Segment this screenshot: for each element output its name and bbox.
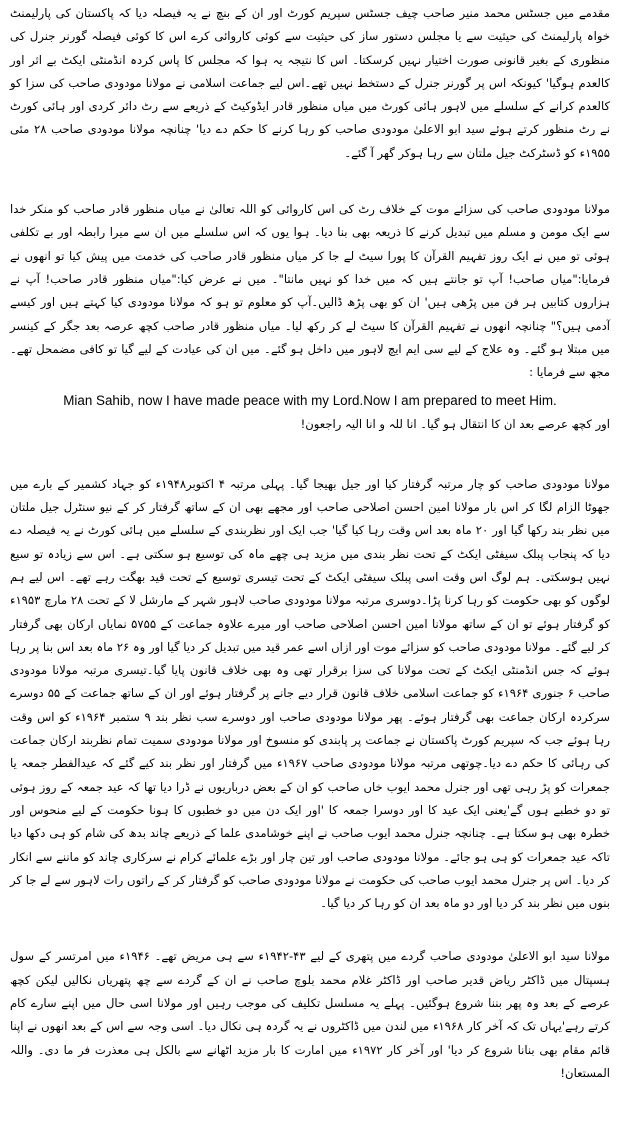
paragraph-court-verdict: مقدمے میں جسٹس محمد منیر صاحب چیف جسٹس سپریم کورٹ اور ان کے بنچ نے یہ فیصلہ دیا کہ پاکستان کی پارلیمنٹ خواہ پارلیمنٹ کی حیثیت سے یا مجلس دستور ساز کی حیثیت سے کوئی کاروائی کرے اس کا کوئی فیصلہ گورنر جنرل کی منظوری کے بغیر قانونی صورت اختیار نہیں کرسکتا۔ اس کا نتیجہ یہ ہوا کہ مجلس کا پاس کردہ انڈمنٹی ایکٹ بے اثر اور کالعدم ہوگیا' کیونکہ اس پر گورنر جنرل کے دستخط نہیں تھے۔اس لیے جماعت اسلامی نے مولانا مودودی صاحب کی سزا کو کالعدم کرانے کے سلسلے میں لاہور ہائی کورٹ میں میاں منظور قادر ایڈوکیٹ کے ذریعے سے رٹ دائر کردی اور ہائی کورٹ نے رٹ منظور کرتے ہوئے سید ابو الاعلیٰ مودودی صاحب کو رہا کرنے کا حکم دے دیا' چنانچہ مولانا مودودی صاحب ۲۸ مئی ۱۹۵۵ء کو ڈسٹرکٹ جیل ملتان سے رہا ہوکر گھر آ گئے۔ xyxy=(10,6,610,160)
english-quote: Mian Sahib, now I have made peace with my Lord.Now I am prepared to meet Him. xyxy=(63,393,557,409)
paragraph-gap xyxy=(10,437,610,473)
paragraph-gap xyxy=(10,915,610,945)
paragraph-four-arrests: مولانا مودودی صاحب کو چار مرتبہ گرفتار کیا اور جیل بھیجا گیا۔ پہلی مرتبہ ۴ اکتوبر۱۹۴۸ء کو جہاد کشمیر کے بارے میں جھوٹا الزام لگا کر اس بار مولانا امین احسن اصلاحی صاحب اور مجھے بھی ان کے ساتھ گرفتار کر کے نیو سنٹرل جیل ملتان میں نظر بند رکھا گیا اور ۲۰ ماہ بعد اس وقت رہا کیا گیا' جب ایک اور نظربندی کے سلسلے میں ہائی کورٹ نے یہ فیصلہ دے دیا کہ پنجاب پبلک سیفٹی ایکٹ کے تحت نظر بندی میں مزید ہی چھے ماہ کی توسیع ہو سکتی ہے۔ اس سے زیادہ تو سیع نہیں ہوسکتی۔ ہم لوگ اس وقت اسی پبلک سیفٹی ایکٹ کے تحت تیسری توسیع کے تحت قید بھگت رہے تھے۔ اس لیے ہم لوگوں کو بھی حکومت کو رہا کرنا پڑا۔دوسری مرتبہ مولانا مودودی صاحب لاہور شہر کے مارشل لا کے تحت ۲۸ مارچ ۱۹۵۳ء کو گرفتار ہوئے تو ان کے ساتھ مولانا امین احسن اصلاحی صاحب اور میرے علاوہ جماعت کے ۵۷۵۵ نمایاں ارکان بھی گرفتار کر لیے گئے۔ مولانا مودودی صاحب کو سزائے موت اور ازاں اسے عمر قید میں تبدیل کر دیا گیا اور وہ ۲۶ ماہ بعد اس بنا پر رہا ہوئے کہ جس انڈمنٹی ایکٹ کے تحت مولانا کی سزا برقرار تھی وہ بھی خلاف قانون پایا گیا۔تیسری مرتبہ مولانا مودودی صاحب ۶ جنوری ۱۹۶۴ء کو جماعت اسلامی خلاف قانون قرار دیے جانے پر گرفتار ہوئے اور ان کے ساتھ جماعت کے ۵۵ دوسرے سرکردہ ارکان جماعت بھی گرفتار ہوئے۔ پھر مولانا مودودی صاحب اور دوسرے سب نظر بند ۹ ستمبر ۱۹۶۴ء کو اس وقت رہا ہوئے جب کہ سپریم کورٹ پاکستان نے جماعت پر پابندی کو منسوخ اور مولانا مودودی سمیت تمام نظربند ارکان جماعت کی رہائی کا حکم دے دیا۔چوتھی مرتبہ مولانا مودودی صاحب ۱۹۶۷ء میں گرفتار اور نظر بند کیے گئے کہ عیدالفطر جمعہ یا جمعرات کو پڑ رہی تھی اور جنرل محمد ایوب خاں صاحب کو ان کے بعض درباریوں نے ڈرا دیا تھا کہ عید جمعہ کے روز ہوئی تو دو خطبے ہوں گے'یعنی ایک عید کا اور دوسرا جمعہ کا 'اور ایک دن میں دو خطبوں کا ہونا حکومت کے لیے منحوس اور خطرہ بھی ہو سکتا ہے۔ چنانچہ جنرل محمد ایوب صاحب نے اپنے خوشامدی علما کے ذریعے چاند بدھ کی شام کو ہی دکھا دیا تاکہ عید جمعرات کو ہی ہو جائے۔ مولانا مودودی صاحب اور تین چار اور بڑے علمائے کرام نے سرکاری چاند کو ماننے سے انکار کر دیا۔ اس پر جنرل محمد ایوب صاحب کی حکومت نے مولانا مودودی صاحب کو گرفتار کر کے راتوں رات لاہور سے لے جا کر بنوں میں نظر بند کر دیا اور دو ماہ بعد ان کو رہا کر دیا گیا۔ xyxy=(9,476,611,911)
closing-line: اور کچھ عرصے بعد ان کا انتقال ہو گیا۔ انا للہ و انا الیہ راجعون! xyxy=(300,417,610,432)
paragraph-manzoor-qadir: مولانا مودودی صاحب کی سزائے موت کے خلاف رٹ کی اس کاروائی کو اللہ تعالیٰ نے میاں منظور قادر صاحب کو منکر خدا سے ایک مومن و مسلم میں تبدیل کرنے کا ذریعہ بھی بنا دیا۔ ہوا یوں کہ اس سلسلے میں ان سے میرا رابطہ اور بے تکلفی ہوئی تو میں نے ایک روز تفہیم القرآن کا پورا سیٹ لے جا کر میاں منظور قادر صاحب کی خدمت میں پیش کیا تو انھوں نے فرمایا:"میاں صاحب! آپ تو جانتے ہیں کہ میں خدا کو نہیں مانتا"۔ میں نے عرض کیا:"میاں منظور قادر صاحب! آپ نے ہزاروں کتابیں ہر فن میں پڑھی ہیں' ان کو بھی پڑھ ڈالیں۔آپ کو معلوم تو ہو کہ مولانا مودودی کیا کہتے ہیں اور کیسے آدمی ہیں؟" چنانچہ انھوں نے تفہیم القرآن کا سیٹ لے کر رکھ لیا۔ میاں منظور قادر صاحب کچھ عرصہ بعد جگر کے کینسر میں مبتلا ہو گئے۔ وہ علاج کے لیے سی ایم ایچ لاہور میں داخل ہو گئے۔ میں ان کی عیادت کے لیے گیا تو کافی مضمحل تھے۔ مجھ سے فرمایا : xyxy=(10,202,610,380)
paragraph-gap xyxy=(10,165,610,198)
paragraph-kidney-illness: مولانا سید ابو الاعلیٰ مودودی صاحب گردے میں پتھری کے لیے ۴۳-۱۹۴۲ء سے ہی مریض تھے۔ ۱۹۴۶ء میں امرتسر کے سول ہسپتال میں ڈاکٹر ریاض قدیر صاحب اور ڈاکٹر غلام محمد بلوچ صاحب نے ان کے گردے سے چھ پتھریاں نکالیں لیکن کچھ عرصے کے بعد وہ پھر بننا شروع ہوگئیں۔ پہلے یہ مسلسل تکلیف کی موجب رہیں اور مولانا اسی حال میں اپنے سارے کام کرتے رہے'یہاں تک کہ آخر کار ۱۹۶۸ء میں لندن میں ڈاکٹروں نے یہ گردہ ہی نکال دیا۔ اسی وجہ سے اس کے بعد انھوں نے اپنا قائم مقام بھی بنانا شروع کر دیا' اور آخر کار ۱۹۷۲ء میں امارت کا بار مزید اٹھانے سے بالکل ہی معذرت فر ما دی۔ واللہ المستعان! xyxy=(10,949,610,1080)
